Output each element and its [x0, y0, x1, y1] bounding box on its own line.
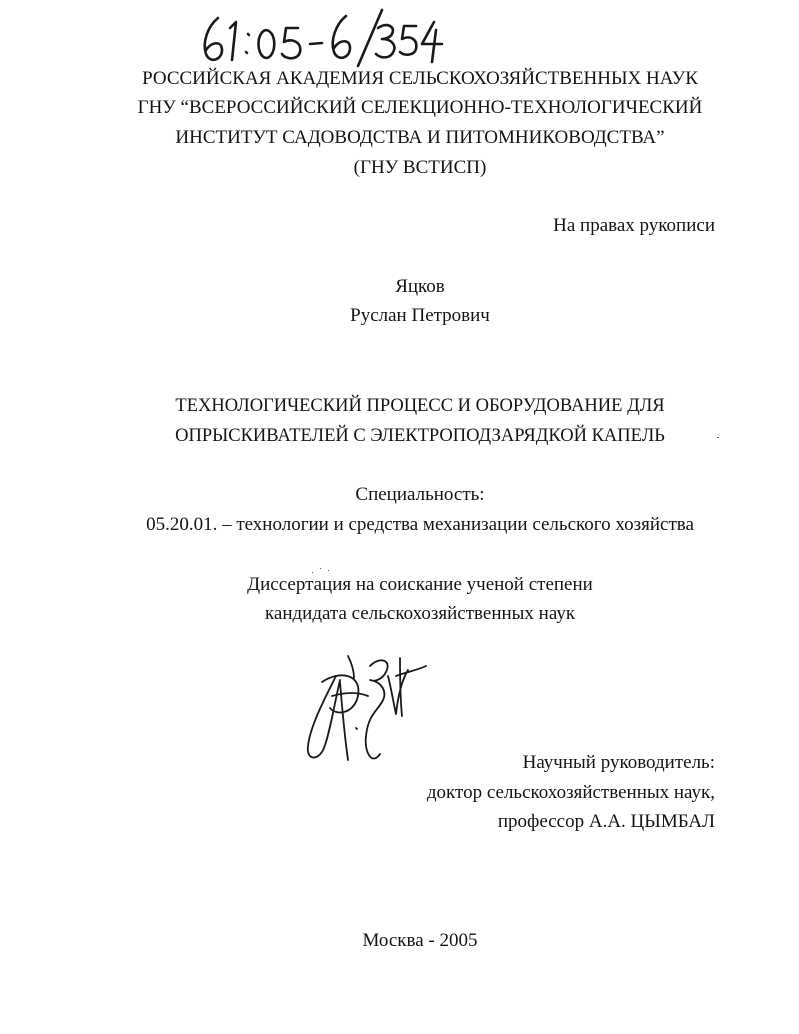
city-year: Москва - 2005 [362, 930, 478, 951]
institution-line-2: ГНУ “ВСЕРОССИЙСКИЙ СЕЛЕКЦИОННО-ТЕХНОЛОГИЧЕСКИЙ [137, 97, 703, 118]
supervisor-label: Научный руководитель: [522, 752, 715, 773]
signature-drawing [296, 636, 436, 772]
supervisor-name: профессор А.А. ЦЫМБАЛ [497, 811, 715, 832]
degree-line-1: Диссертация на соискание ученой степени [247, 574, 593, 595]
rights-note: На правах рукописи [553, 215, 715, 236]
handwritten-archive-number-drawing [196, 4, 446, 68]
handwritten-archive-number [196, 4, 446, 68]
institution-line-3: ИНСТИТУТ САДОВОДСТВА И ПИТОМНИКОВОДСТВА” [175, 127, 665, 148]
author-signature [296, 636, 436, 772]
specialty-label: Специальность: [355, 484, 485, 505]
author-given-names: Руслан Петрович [350, 305, 490, 326]
thesis-title-line-2: ОПРЫСКИВАТЕЛЕЙ С ЭЛЕКТРОПОДЗАРЯДКОЙ КАПЕЛЬ [175, 426, 665, 446]
institution-abbreviation: (ГНУ ВСТИСП) [353, 157, 487, 178]
institution-line-1: РОССИЙСКАЯ АКАДЕМИЯ СЕЛЬСКОХОЗЯЙСТВЕННЫХ НАУК [142, 68, 698, 89]
specialty-value: 05.20.01. – технологии и средства механизации сельского хозяйства [146, 514, 694, 535]
degree-line-2: кандидата сельскохозяйственных наук [264, 603, 576, 624]
supervisor-degree: доктор сельскохозяйственных наук, [426, 782, 715, 803]
author-surname: Яцков [395, 276, 445, 297]
thesis-title-line-1: ТЕХНОЛОГИЧЕСКИЙ ПРОЦЕСС И ОБОРУДОВАНИЕ ДЛЯ [175, 396, 665, 416]
